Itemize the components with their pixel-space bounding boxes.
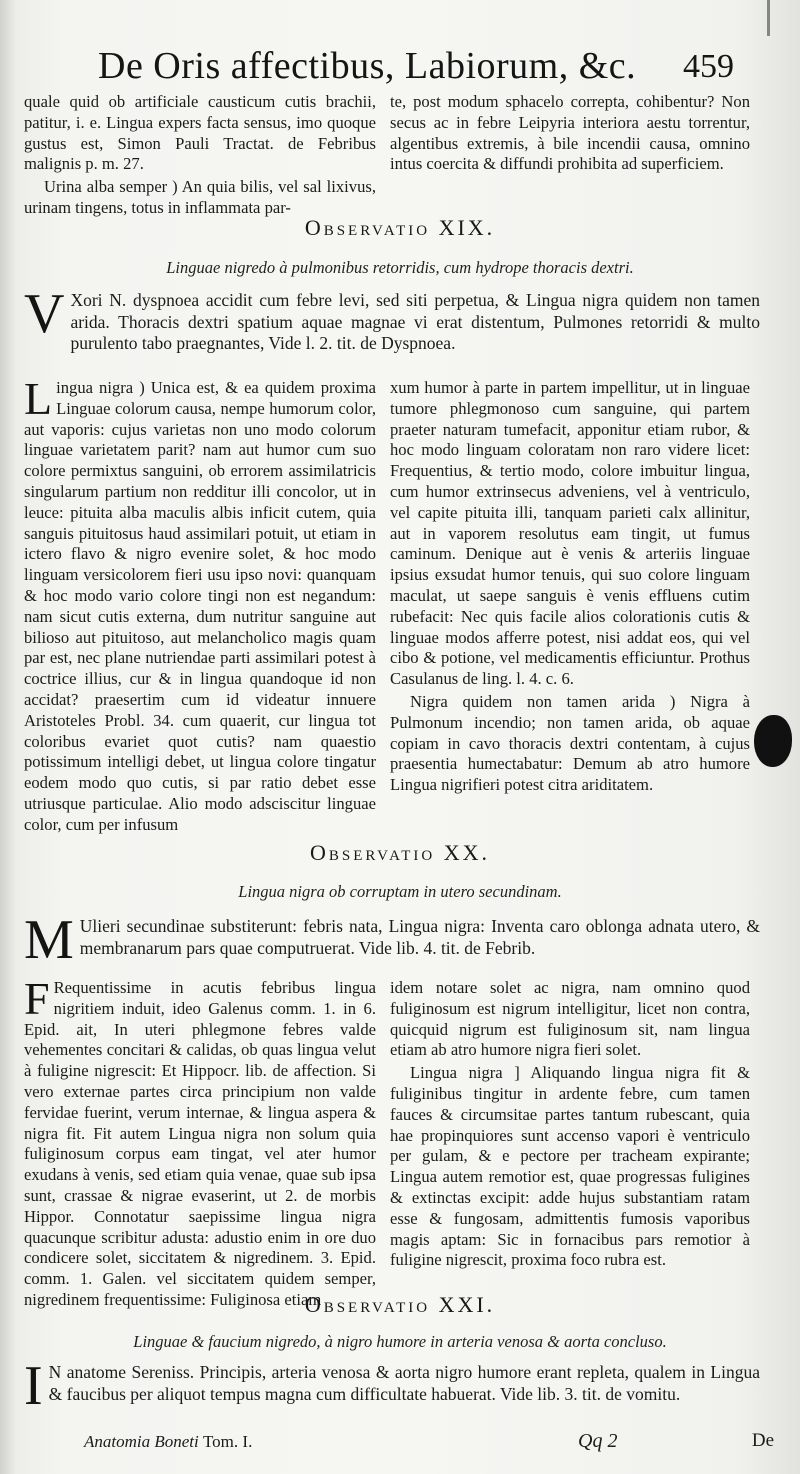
obs20-left-dropcap: F xyxy=(24,973,50,1024)
catchword: De xyxy=(751,1430,774,1451)
obs19-left-column xyxy=(24,373,376,834)
obs21-title: Observatio XXI. xyxy=(304,1292,496,1317)
obs19-right-text: xum humor à parte in partem impellitur, ut in linguae tumore phlegmonoso cum sanguine, qui partem praeter naturam tumefacit, apponitur etiam rubor, & hoc modo linguam coloratam non raro videre licet: Frequentius, & tertio modo, colore imbuitur lingua, cum humor extrinsecus adveniens, vel à ventriculo, vel capite pituita illi, tanquam parieti calx allinitur, aut in vaporem resolutus eam tingit, ut fumus caminum. Denique aut è venis & arteriis linguae ipsius exsudat humor tenuis, qui suo colore linguam maculat, ut saepe sanguis è venis effluens cutim rubefacit: Nec quis facile alios colorationis cutis & linguae modos afferre potest, nisi addat eos, qui vel cibo & potione, vel medicamentis efficiuntur. Prothus Casulanus de ling. l. 4. c. 6. xyxy=(390,378,750,689)
obs19-title: Observatio XIX. xyxy=(304,215,496,240)
signature-mark: Qq 2 xyxy=(578,1430,618,1452)
obs19-right-text-2: Nigra quidem non tamen arida ) Nigra à Pulmonum incendio; non tamen arida, ob aquae copiam in cavo thoracis dextri contentam, à cujus praesentia humectabatur: Demum ab atro humore Lingua nigrifieri potest citra ariditatem. xyxy=(390,691,750,795)
obs21-case xyxy=(24,1355,760,1430)
footer-book-title xyxy=(84,1432,252,1452)
page-header xyxy=(0,42,800,96)
obs19-right-column xyxy=(390,378,750,818)
obs20-right-text: idem notare solet ac nigra, nam omnino quod fuliginosum est nigrum intelligitur, licet non contra, quicquid nigrum est fuliginosum sit, nam lingua etiam ab atro humore nigra fieri solet. xyxy=(390,978,750,1060)
obs20-right-column xyxy=(390,978,750,1284)
obs21-subtitle: Linguae & faucium nigredo, à nigro humore in arteria venosa & aorta concluso. xyxy=(133,1332,667,1351)
obs19-left-dropcap: L xyxy=(24,373,53,424)
obs20-right-text-2: Lingua nigra ] Aliquando lingua nigra fit & fuliginibus tingitur in ardente febre, cum tamen fauces & circumsitae partes tantum rubescant, quia hae propinquiores sunt accenso vapori è ventriculo per gulam, & e pectore per tracheam expirante; Lingua autem remotior est, quae progressas fuligines & extinctas excipit: adde hujus substantiam ratam esse & fungosam, admittentis fumosis vaporibus magis aptam: Sic in fornacibus pars remotior à fuligine nigrescit, proxima foco rubra est. xyxy=(390,1063,750,1270)
page-footer xyxy=(0,1432,800,1462)
top-left-paragraph-2: Urina alba semper ) An quia bilis, vel sal lixivus, urinam tingens, totus in inflammata par- xyxy=(24,177,376,217)
running-title: De Oris affectibus, Labiorum, &c. xyxy=(98,45,637,87)
page-edge-mark xyxy=(767,0,770,36)
obs19-case-text: Xori N. dyspnoea accidit cum febre levi, sed siti perpetua, & Lingua nigra quidem non tamen arida. Thoracis dextri spatium aquae magnae vi erat distentum, Pulmones retorridi & multo purulento tabo praegnantes, Vide l. 2. tit. de Dyspnoea. xyxy=(70,290,760,353)
obs21-case-text: N anatome Sereniss. Principis, arteria venosa & aorta nigro humore erant repleta, qualem in Lingua & faucibus per aliquot tempus magna cum difficultate habuerat. Vide lib. 3. tit. de vomitu. xyxy=(48,1362,760,1404)
top-left-paragraph: quale quid ob artificiale causticum cutis brachii, patitur, i. e. Lingua expers facta sensus, imo quoque gustus est, Simon Pauli Tractat. de Febribus malignis p. m. 27. xyxy=(24,92,376,174)
obs20-title: Observatio XX. xyxy=(309,840,491,865)
page-number: 459 xyxy=(683,48,734,85)
obs20-case-text: Ulieri secundinae substiterunt: febris nata, Lingua nigra: Inventa caro oblonga adnata utero, & membranarum pars quae computruerat. Vide lib. 4. tit. de Febrib. xyxy=(79,916,760,958)
obs20-dropcap: M xyxy=(24,909,74,971)
footer-title-italic: Anatomia Boneti xyxy=(84,1432,199,1451)
obs20-case xyxy=(24,909,760,971)
top-right-paragraph: te, post modum sphacelo correpta, cohibentur? Non secus ac in febre Leipyria interiora aestu torrentur, algentibus extremis, à bile incendii causa, omnino intus coercita & diffundi prohibita ad superficiem. xyxy=(390,92,750,174)
obs19-left-text: ingua nigra ) Unica est, & ea quidem proxima Linguae colorum causa, nempe humorum color, aut vaporis: cujus varietas non uno modo colorum linguae varietatem parit? nam aut humor cum suo colore permixtus sanguini, ob errorem assimilatricis singularum partium non redditur illi concolor, ut in leuce: pituita alba maculis albis inficit cutem, quia sanguis pituitosus haud assimilari potuit, ut etiam in ictero flavo & nigro evenire solet, & hoc modo linguam versicolorem fieri usu ipso novi: quanquam & hoc modo vario colore tingi non est negandum: nam sicut cutis externa, dum nutritur sanguine aut bilioso aut pituitoso, aut melancholico magis quam par est, nec plane nutriendae parti assimilari potest à coctrice illius, cur & in lingua quandoque id non accidat? praesertim cum id videatur innuere Aristoteles Probl. 34. cum quaerit, cur lingua tot coloribus evariet quot cutis? nam quaestio potissimum intelligi debet, ut lingua colore tingatur eodem modo quo cutis, si par ratio debet esse utriusque particulae. Alio modo adsciscitur linguae color, cum per infusum xyxy=(24,378,376,834)
obs19-subtitle: Linguae nigredo à pulmonibus retorridis, cum hydrope thoracis dextri. xyxy=(166,258,634,277)
obs20-subtitle: Lingua nigra ob corruptam in utero secundinam. xyxy=(238,882,562,901)
footer-volume: Tom. I. xyxy=(202,1432,253,1451)
obs21-dropcap: I xyxy=(24,1355,43,1417)
ink-blot xyxy=(754,715,792,767)
obs20-left-column xyxy=(24,973,376,1309)
obs19-dropcap: V xyxy=(24,283,65,345)
obs19-case xyxy=(24,283,760,362)
top-right-column xyxy=(390,92,750,188)
top-left-column xyxy=(24,92,376,217)
obs20-left-text: Requentissime in acutis febribus lingua nigritiem induit, ideo Galenus comm. 1. in 6. Epid. ait, In uteri phlegmone febres valde vehementes concitari & calidas, ob quas lingua velut à fuligine nigrescit: Et Hippocr. lib. de affection. Si vero externae partes circa principium non valde fervidae fuerint, verum internae, & lingua aspera & nigra fit. Fit autem Lingua nigra non solum quia fuliginosum corpus eam tingat, vel ater humor exudans à venis, sed etiam quia venae, quae sub ipsa sunt, crassae & nigrae evaserint, ut 2. de morbis Hippor. Connotatur saepissime lingua nigra quacunque scribitur adusta: adustio enim in ore duo condicere solet, siccitatem & nigredinem. 3. Epid. comm. 1. Galen. vel siccitatem quidem semper, nigredinem frequentissime: Fuliginosa etiam xyxy=(24,978,376,1309)
